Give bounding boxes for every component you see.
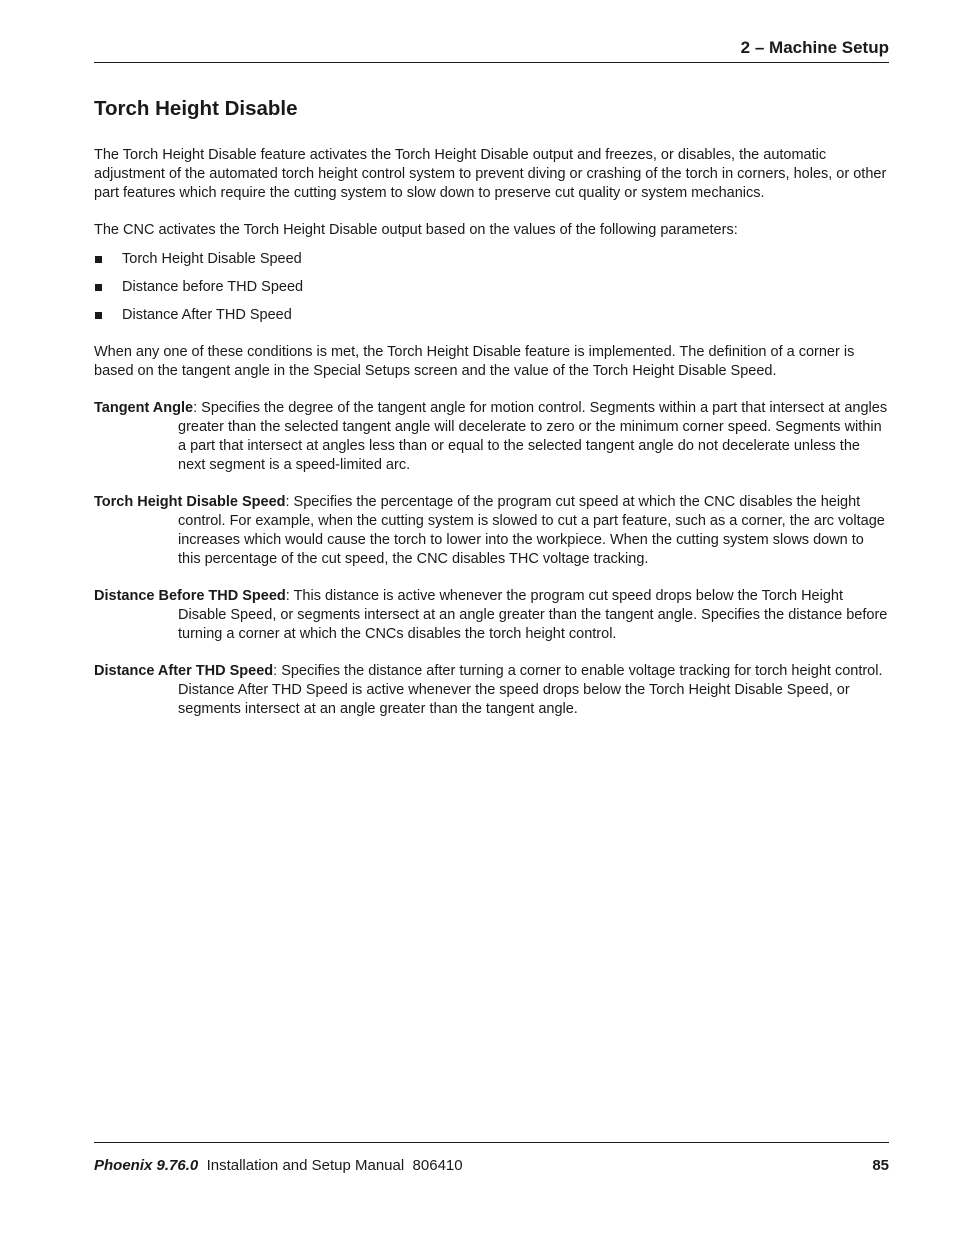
square-bullet-icon [95, 256, 102, 263]
list-item [94, 306, 889, 325]
definition-text: : Specifies the degree of the tangent angle for motion control. Segments within a part that intersect at angles greater than the selected tangent angle will decelerate to zero or the minimum corner speed. Segments within a part that intersect at angles less than or equal to the selected tangent angle do not decelerate unless the next segment is a speed-limited arc. [178, 400, 888, 473]
definition-distance-before [94, 587, 889, 644]
definition-tangent-angle [94, 399, 889, 475]
definition-text: : Specifies the percentage of the program cut speed at which the CNC disables the height control. For example, when the cutting system is slowed to cut a part feature, such as a corner, the arc voltage increases which would cause the torch to lower into the workpiece. When the cutting system slows down to this percentage of the cut speed, the CNC disables THC voltage tracking. [178, 494, 885, 567]
definition-term: Tangent Angle [94, 400, 194, 416]
list-item [94, 278, 889, 297]
square-bullet-icon [95, 284, 102, 291]
page-footer [94, 1142, 889, 1176]
product-name: Phoenix 9.76.0 [94, 1157, 199, 1174]
list-item-label: Distance before THD Speed [122, 279, 304, 295]
page-content [94, 96, 889, 737]
part-number: 806410 [412, 1157, 463, 1174]
chapter-title: 2 – Machine Setup [740, 38, 889, 57]
definition-text: : This distance is active whenever the program cut speed drops below the Torch Height Disable Speed, or segments intersect at an angle greater than the tangent angle. Specifies the distance before turning a corner at which the CNCs disables the torch height control. [178, 588, 888, 642]
definition-term: Distance After THD Speed [94, 663, 274, 679]
definition-thd-speed [94, 493, 889, 569]
list-item-label: Distance After THD Speed [122, 307, 292, 323]
manual-title: Installation and Setup Manual [206, 1157, 405, 1174]
conditions-paragraph: When any one of these conditions is met, the Torch Height Disable feature is implemented. The definition of a corner is based on the tangent angle in the Special Setups screen and the value of the Torch Height Disable Speed. [94, 344, 855, 379]
params-lead-paragraph: The CNC activates the Torch Height Disable output based on the values of the following parameters: [94, 222, 738, 238]
list-item-label: Torch Height Disable Speed [122, 251, 302, 267]
page-header [94, 36, 889, 63]
section-title: Torch Height Disable [94, 97, 298, 120]
definition-distance-after [94, 662, 889, 719]
intro-paragraph: The Torch Height Disable feature activates the Torch Height Disable output and freezes, or disables, the automatic adjustment of the automated torch height control system to prevent diving or crashing of the torch in corners, holes, or other part features which require the cutting system to slow down to preserve cut quality or system mechanics. [94, 147, 887, 201]
parameter-list [94, 250, 889, 325]
page-number: 85 [872, 1157, 889, 1174]
list-item [94, 250, 889, 269]
definition-text: : Specifies the distance after turning a corner to enable voltage tracking for torch height control. Distance After THD Speed is active whenever the speed drops below the Torch Height Disable Speed, or segments intersect at an angle greater than the tangent angle. [178, 663, 883, 717]
definition-term: Distance Before THD Speed [94, 588, 286, 604]
square-bullet-icon [95, 312, 102, 319]
definition-term: Torch Height Disable Speed [94, 494, 286, 510]
